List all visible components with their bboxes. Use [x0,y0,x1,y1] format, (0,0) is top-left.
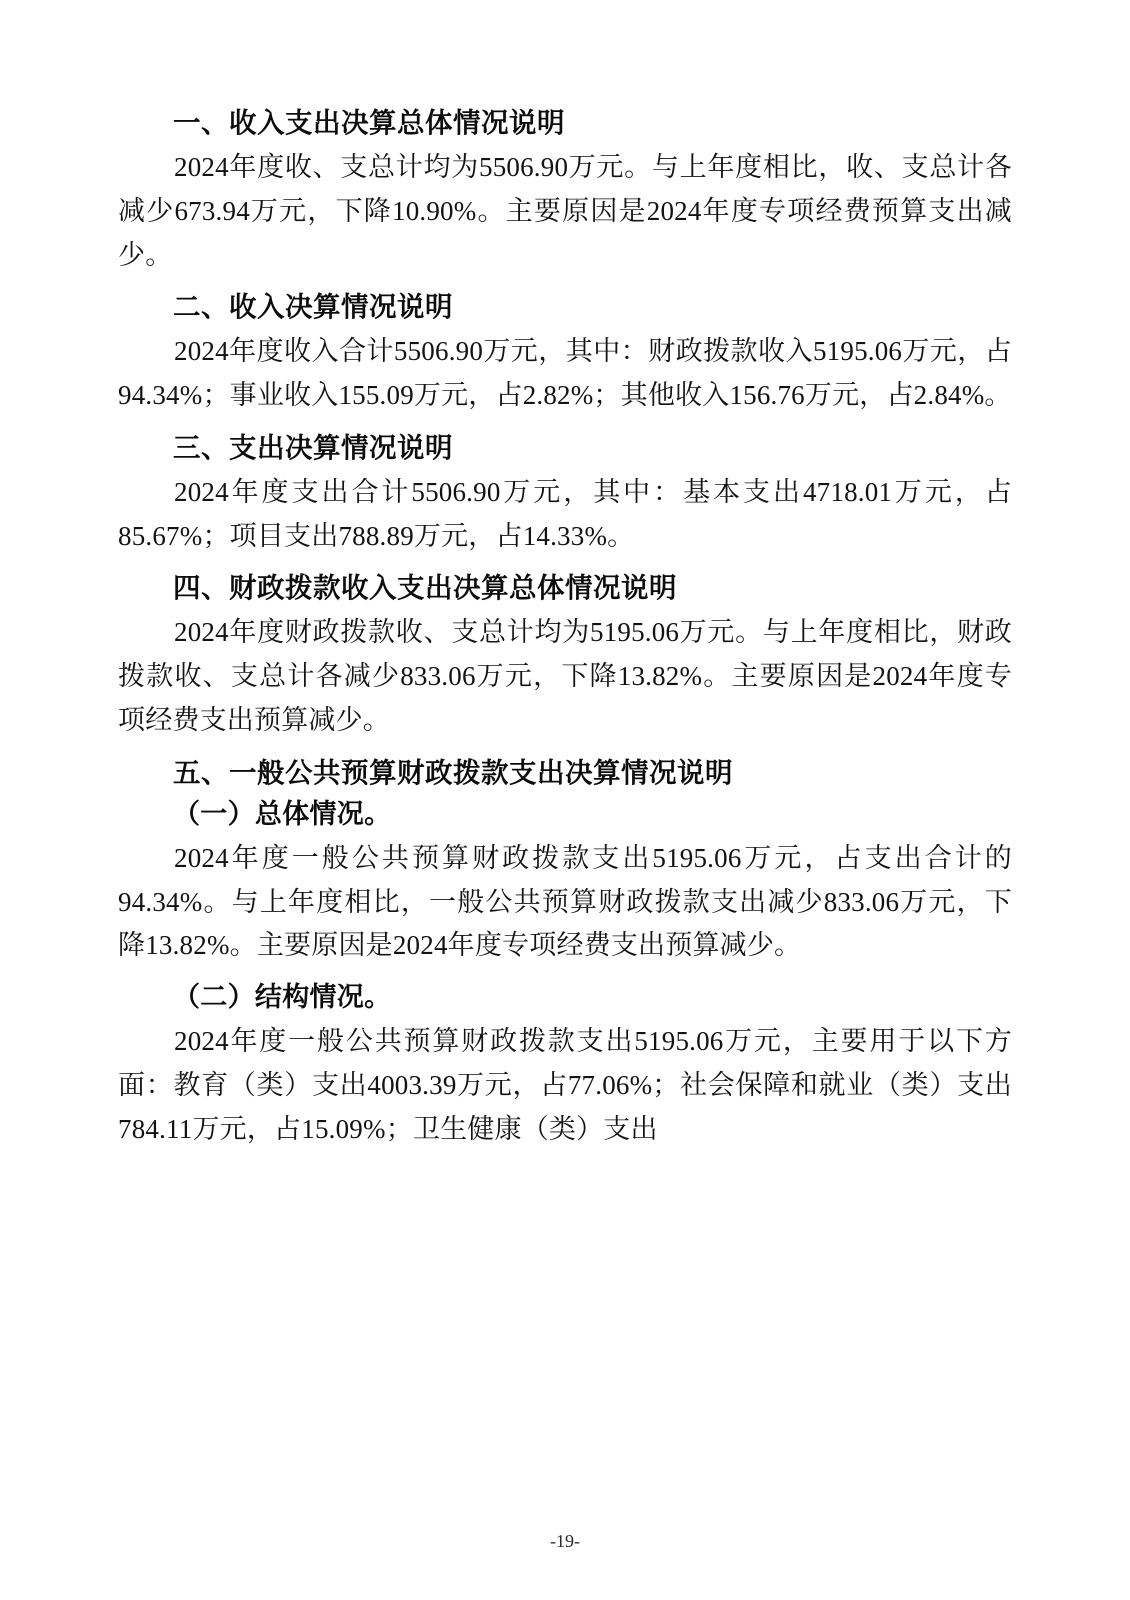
spacer [118,562,1012,569]
subsection-heading-5-1: （一）总体情况。 [173,798,392,830]
page-number: -19- [550,1531,580,1551]
section-heading-2: 二、收入决算情况说明 [173,291,453,324]
subsection-heading-5-2: （二）结构情况。 [173,982,392,1014]
section-heading-4: 四、财政拨款收入支出决算总体情况说明 [173,572,677,605]
section-4-paragraph-1: 2024年度财政拨款收、支总计均为5195.06万元。与上年度相比，财政拨款收、支总计各减少833.06万元，下降13.82%。主要原因是2024年度专项经费支出预算减少。 [118,617,1012,735]
section-1-paragraph-1: 2024年度收、支总计均为5506.90万元。与上年度相比，收、支总计各减少673.94万元，下降10.90%。主要原因是2024年度专项经费预算支出减少。 [118,152,1012,270]
section-heading-1: 一、收入支出决算总体情况说明 [173,107,565,139]
section-heading-3: 三、支出决算情况说明 [173,431,453,464]
spacer [118,747,1012,754]
spacer [118,422,1012,429]
subsection-5-2-paragraph-1: 2024年度一般公共预算财政拨款支出5195.06万元，主要用于以下方面：教育（类）支出4003.39万元，占77.06%；社会保障和就业（类）支出784.11万元，占15.09%；卫生健康（类）支出 [118,1026,1012,1144]
section-2-paragraph-1: 2024年度收入合计5506.90万元，其中：财政拨款收入5195.06万元，占94.34%；事业收入155.09万元，占2.82%；其他收入156.76万元，占2.84%。 [118,336,1012,411]
spacer [118,281,1012,288]
subsection-5-1-paragraph-1: 2024年度一般公共预算财政拨款支出5195.06万元，占支出合计的94.34%。与上年度相比，一般公共预算财政拨款支出减少833.06万元，下降13.82%。主要原因是2024年度专项经费支出预算减少。 [118,842,1012,961]
section-heading-5: 五、一般公共预算财政拨款支出决算情况说明 [173,756,733,789]
spacer [118,972,1012,979]
section-3-paragraph-1: 2024年度支出合计5506.90万元，其中：基本支出4718.01万元，占85.67%；项目支出788.89万元，占14.33%。 [118,476,1012,551]
document-body [118,104,1012,1152]
